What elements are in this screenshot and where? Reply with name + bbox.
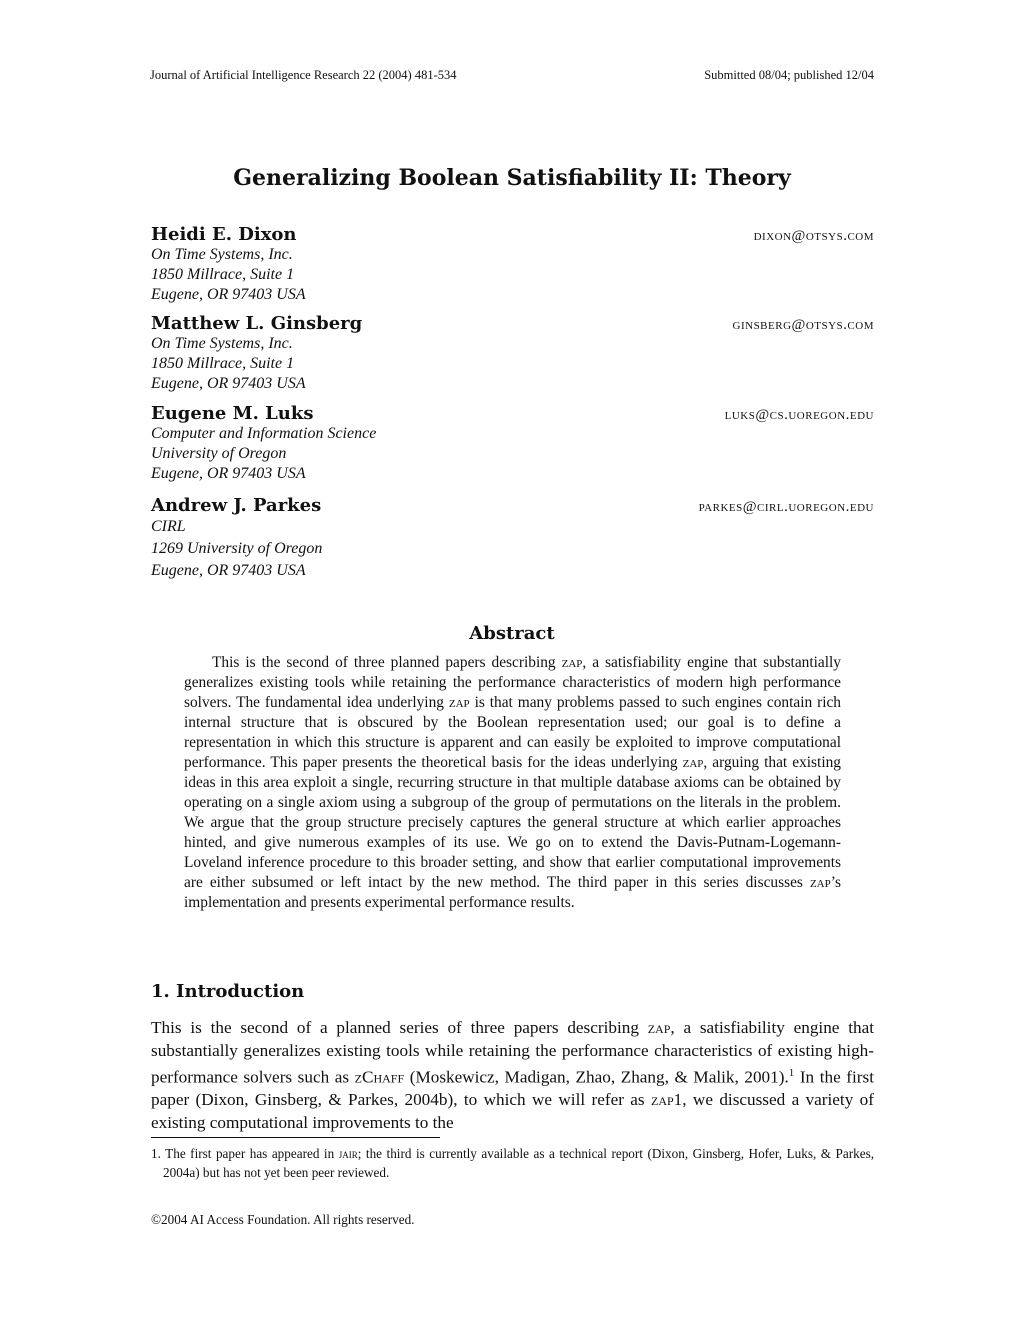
abstract-text: , a satisfiability engine that substantially generalizes existing tools while retaining the performance characteristics of modern high performance solvers. The fundamental idea underlying [184,654,841,711]
author-address: 1850 Millrace, Suite 1 [151,266,295,283]
author-block [151,495,874,582]
author-name: Matthew L. Ginsberg [151,313,363,334]
author-city: Eugene, OR 97403 USA [151,465,306,482]
author-email[interactable]: luks@cs.uoregon.edu [724,407,874,423]
author-address: 1850 Millrace, Suite 1 [151,355,295,372]
abstract-text: This is the second of three planned papers describing [212,654,562,671]
footnote-rule [151,1137,440,1138]
section-heading: 1. Introduction [151,981,305,1002]
author-block [151,403,874,484]
introduction-body [151,1017,874,1134]
body-text: , a satisfiability engine that substantially generalizes existing tools while retaining the performance characteristics of existing high-performance solvers such as [151,1018,874,1087]
system-name: zap [809,874,831,891]
author-email[interactable]: parkes@cirl.uoregon.edu [698,499,874,515]
system-name: zap1 [650,1090,683,1110]
journal-citation: Journal of Artificial Intelligence Research 22 (2004) 481-534 [150,68,457,82]
running-head [150,68,874,83]
author-block [151,313,874,394]
body-text: This is the second of a planned series of three papers describing [151,1018,648,1037]
body-text: (Moskewicz, Madigan, Zhao, Zhang, & Malik, 2001). [404,1067,789,1087]
author-affiliation: On Time Systems, Inc. [151,335,293,352]
journal-abbrev: jair [338,1146,358,1161]
body-text: In the first paper (Dixon, Ginsberg, & Parkes, 2004b), to which we will refer as [151,1067,874,1110]
author-name: Eugene M. Luks [151,403,314,424]
abstract-text: , arguing that existing ideas in this area exploit a single, recurring structure in that multiple database axioms can be obtained by operating on a single axiom using a subgroup of the group of permutations on the literals in the problem. We argue that the group structure precisely captures the general structure at which earlier approaches hinted, and give numerous examples of its use. We go on to extend the Davis-Putnam-Logemann-Loveland inference procedure to this broader setting, and show that earlier computational improvements are either subsumed or left intact by the new method. The third paper in this series discusses [184,754,841,891]
system-name: zap [448,694,470,711]
author-email[interactable]: ginsberg@otsys.com [732,317,874,333]
abstract-text: ’s implementation and presents experimental performance results. [184,874,841,911]
system-name: zChaff [354,1067,405,1087]
system-name: zap [647,1018,671,1037]
author-name: Heidi E. Dixon [151,224,297,245]
system-name: zap [682,754,704,771]
footnote [151,1144,874,1182]
abstract-body [184,653,841,913]
abstract-heading: Abstract [469,623,555,644]
author-city: Eugene, OR 97403 USA [151,562,306,579]
author-affiliation: CIRL [151,518,186,535]
author-address: University of Oregon [151,445,287,462]
footnote-marker[interactable]: 1 [788,1067,795,1079]
paper-title: Generalizing Boolean Satisfiability II: Theory [233,165,791,191]
author-address: 1269 University of Oregon [151,540,323,557]
body-text: , we discussed a variety of existing computational improvements to the [151,1090,874,1132]
system-name: zap [561,654,583,671]
author-block [151,224,874,305]
abstract-text: is that many problems passed to such engines contain rich internal structure that is obscured by the Boolean representation used; our goal is to define a representation in which this structure is apparent and can easily be exploited to improve computational performance. This paper presents the theoretical basis for the ideas underlying [184,694,841,771]
author-affiliation: Computer and Information Science [151,425,377,442]
submission-dates: Submitted 08/04; published 12/04 [704,68,874,82]
author-name: Andrew J. Parkes [151,495,322,516]
author-email[interactable]: dixon@otsys.com [753,228,874,244]
footnote-text: ; the third is currently available as a technical report (Dixon, Ginsberg, Hofer, Luks, & Parkes, 2004a) but has not yet been peer reviewed. [163,1146,875,1180]
footnote-text: 1. The first paper has appeared in [151,1146,339,1161]
author-city: Eugene, OR 97403 USA [151,286,306,303]
author-city: Eugene, OR 97403 USA [151,375,306,392]
author-affiliation: On Time Systems, Inc. [151,246,293,263]
copyright-notice: ©2004 AI Access Foundation. All rights reserved. [151,1212,415,1227]
